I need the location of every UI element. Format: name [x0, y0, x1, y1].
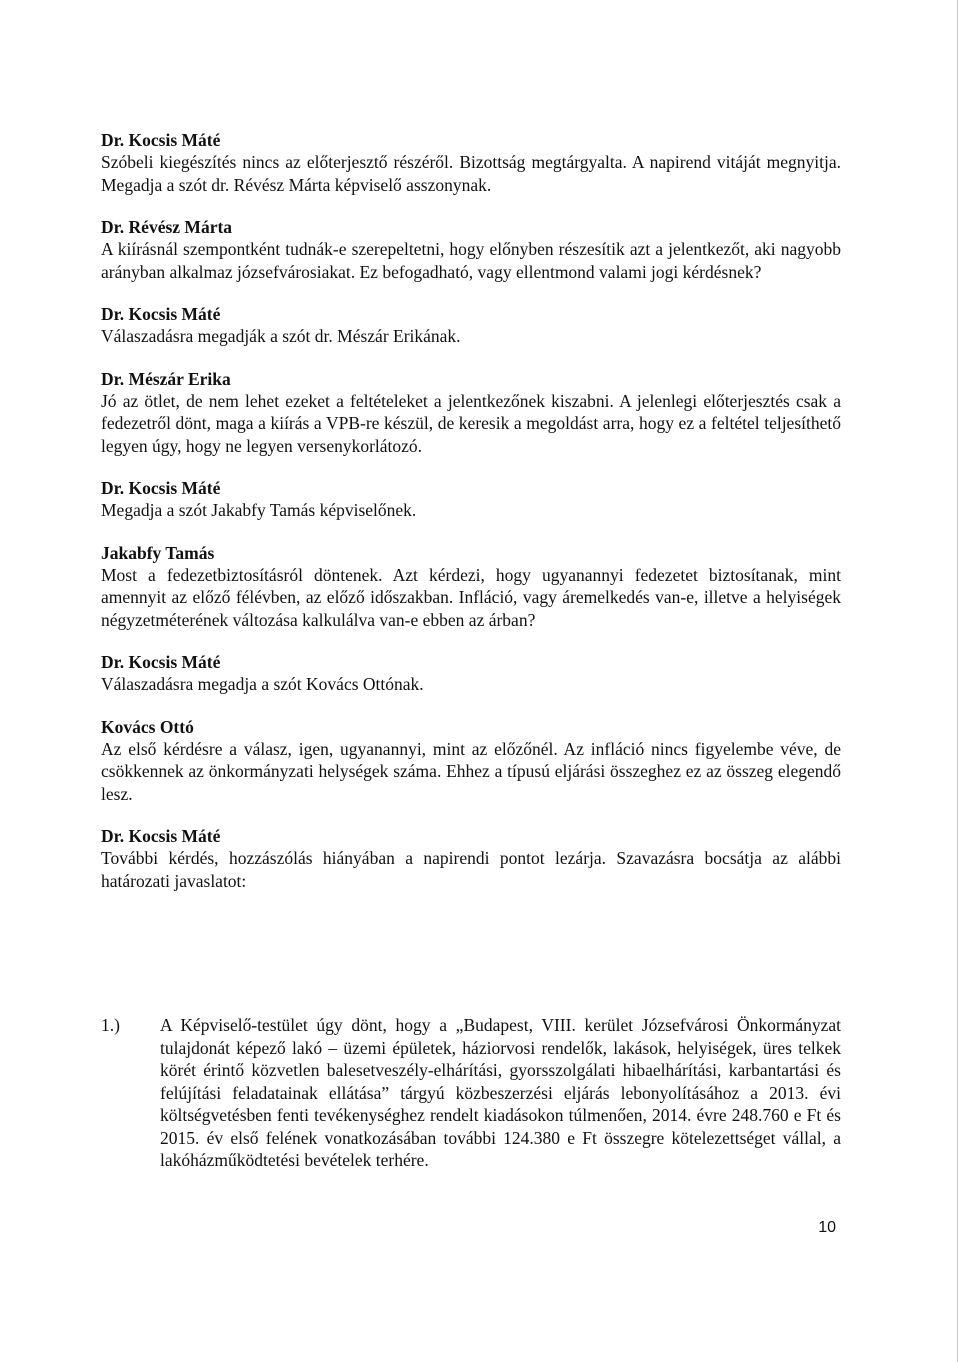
- resolution-item: [101, 1014, 841, 1172]
- speaker-name: Dr. Kocsis Máté: [101, 652, 221, 672]
- speech-text: Az első kérdésre a válasz, igen, ugyanannyi, mint az előzőnél. Az infláció nincs figyelembe véve, de csökkennek az önkormányzati helységek száma. Ehhez a típusú eljárási összeghez ez az összeg elegendő lesz.: [101, 738, 841, 804]
- speaker-name: Dr. Kocsis Máté: [101, 478, 221, 498]
- speaker-name: Dr. Kocsis Máté: [101, 130, 221, 150]
- minutes-entry: [101, 368, 841, 458]
- speech-text: Jó az ötlet, de nem lehet ezeket a feltételeket a jelentkezőnek kiszabni. A jelenlegi előterjesztés csak a fedezetről dönt, maga a kiírás a VPB-re készül, de keresik a megoldást arra, hogy ez a feltétel teljesíthető legyen úgy, hogy ne legyen versenykorlátozó.: [101, 390, 841, 456]
- minutes-entry: [101, 129, 841, 196]
- speaker-name: Jakabfy Tamás: [101, 542, 215, 563]
- speech-text: Megadja a szót Jakabfy Tamás képviselőnek.: [101, 500, 417, 520]
- minutes-entry: [101, 216, 841, 283]
- speech-text: További kérdés, hozzászólás hiányában a napirendi pontot lezárja. Szavazásra bocsátja az alábbi határozati javaslatot:: [101, 848, 841, 891]
- minutes-entry: [101, 716, 841, 806]
- speaker-name: Dr. Kocsis Máté: [101, 304, 221, 324]
- resolution-number: 1.): [101, 1015, 120, 1035]
- speech-text: Válaszadásra megadja a szót Kovács Ottónak.: [101, 674, 424, 694]
- page-edge-line: [957, 0, 958, 1362]
- minutes-entry: [101, 651, 841, 696]
- minutes-entry: [101, 303, 841, 348]
- resolution-text: A Képviselő-testület úgy dönt, hogy a „Budapest, VIII. kerület Józsefvárosi Önkormányzat tulajdonát képező lakó – üzemi épületek, háziorvosi rendelők, lakások, helyiségek, üres telkek körét érintő közvetlen balesetveszély-elhárítási, gyorsszolgálati hibaelhárítási, karbantartási és felújítási feladatainak ellátása” tárgyú közbeszerzési eljárás lebonyolításához a 2013. évi költségvetésben fenti tevékenységhez rendelt kiadásokon túlmenően, 2014. évre 248.760 e Ft és 2015. év első felének vonatkozásában további 124.380 e Ft összegre kötelezettséget vállal, a lakóházműködtetési bevételek terhére.: [160, 1015, 841, 1170]
- minutes-entry: [101, 825, 841, 892]
- speaker-name: Dr. Kocsis Máté: [101, 826, 221, 846]
- page-number: 10: [818, 1219, 836, 1236]
- minutes-entry: [101, 477, 841, 522]
- minutes-body: [101, 129, 841, 912]
- speaker-name: Dr. Révész Márta: [101, 217, 233, 237]
- minutes-entry: [101, 542, 841, 632]
- speech-text: Most a fedezetbiztosításról döntenek. Azt kérdezi, hogy ugyanannyi fedezetet biztosítanak, mint amennyit az előző félévben, az előző időszakban. Infláció, vagy áremelkedés van-e, illetve a helyiségek négyzetméterének változása kalkulálva van-e ebben az árban?: [101, 564, 841, 630]
- speaker-name: Kovács Ottó: [101, 716, 194, 737]
- speech-text: Szóbeli kiegészítés nincs az előterjesztő részéről. Bizottság megtárgyalta. A napirend vitáját megnyitja. Megadja a szót dr. Révész Márta képviselő asszonynak.: [101, 152, 841, 195]
- speech-text: Válaszadásra megadják a szót dr. Mészár Erikának.: [101, 326, 461, 346]
- speech-text: A kiírásnál szempontként tudnák-e szerepeltetni, hogy előnyben részesítik azt a jelentkezőt, aki nagyobb arányban alkalmaz józsefvárosiakat. Ez befogadható, vagy ellentmond valami jogi kérdésnek?: [101, 239, 841, 282]
- speaker-name: Dr. Mészár Erika: [101, 368, 231, 389]
